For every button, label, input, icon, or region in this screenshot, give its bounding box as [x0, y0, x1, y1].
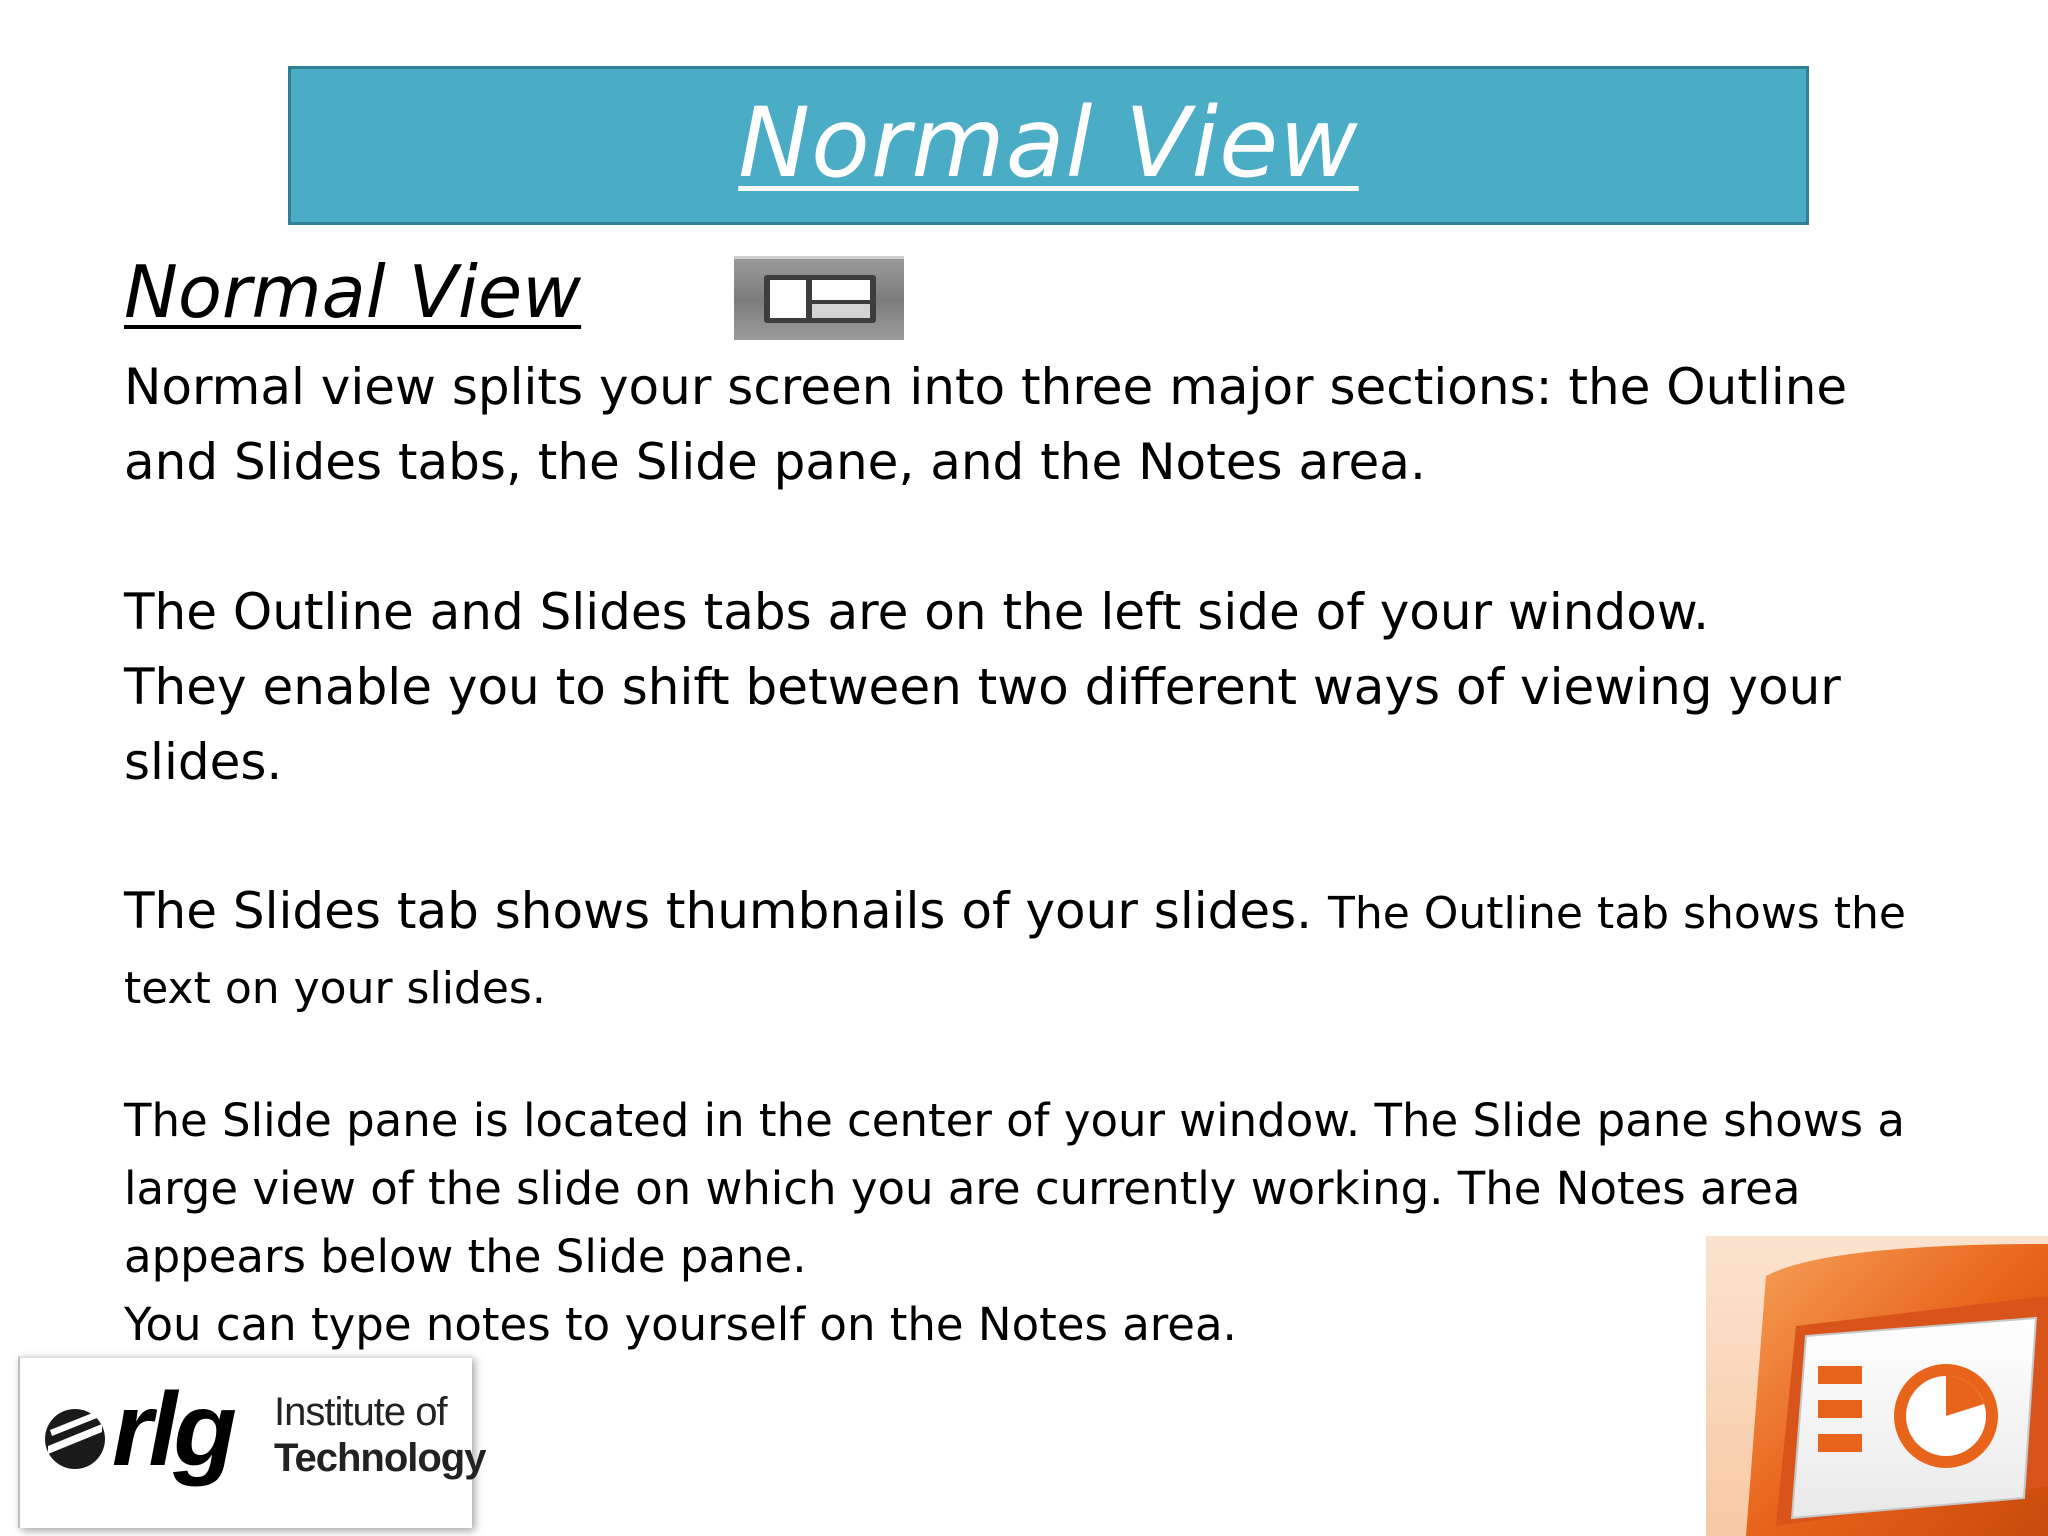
institute-logo: [18, 1356, 486, 1528]
slides-tab-text: The Slides tab shows thumbnails of your slides.: [124, 882, 1328, 940]
view-icon-notes-pane: [812, 304, 870, 318]
paragraph-outline-slides-tabs: The Outline and Slides tabs are on the left side of your window. They enable you to shift between two different ways of viewing your slides.: [124, 583, 1841, 791]
title-banner: [288, 66, 1809, 225]
view-icon-slide-pane: [812, 280, 870, 300]
paragraph-slides-tab: [124, 875, 2024, 1025]
rlg-logo-mark: [42, 1406, 108, 1472]
slide-title: Normal View: [738, 86, 1359, 199]
logo-line-institute: Institute of: [274, 1390, 447, 1434]
outline-tab-text: The Outline tab shows the text on your slides.: [124, 888, 1906, 1014]
paragraph-slide-pane: The Slide pane is located in the center of your window. The Slide pane shows a large view of the slide on which you are currently working. The Notes area appears below the Slide pane. You can type notes to yourself on the Notes area.: [124, 1094, 1905, 1351]
slide-body: [124, 350, 2024, 1359]
paragraph-normal-view: Normal view splits your screen into three major sections: the Outline and Slides tabs, the Slide pane, and the Notes area.: [124, 358, 1848, 491]
powerpoint-icon: [1706, 1236, 2048, 1536]
normal-view-icon: [734, 256, 904, 340]
view-icon-left-pane: [770, 280, 806, 318]
logo-line-technology: Technology: [274, 1436, 486, 1480]
logo-wordmark: rlg: [112, 1372, 233, 1488]
section-heading: Normal View: [124, 250, 582, 334]
